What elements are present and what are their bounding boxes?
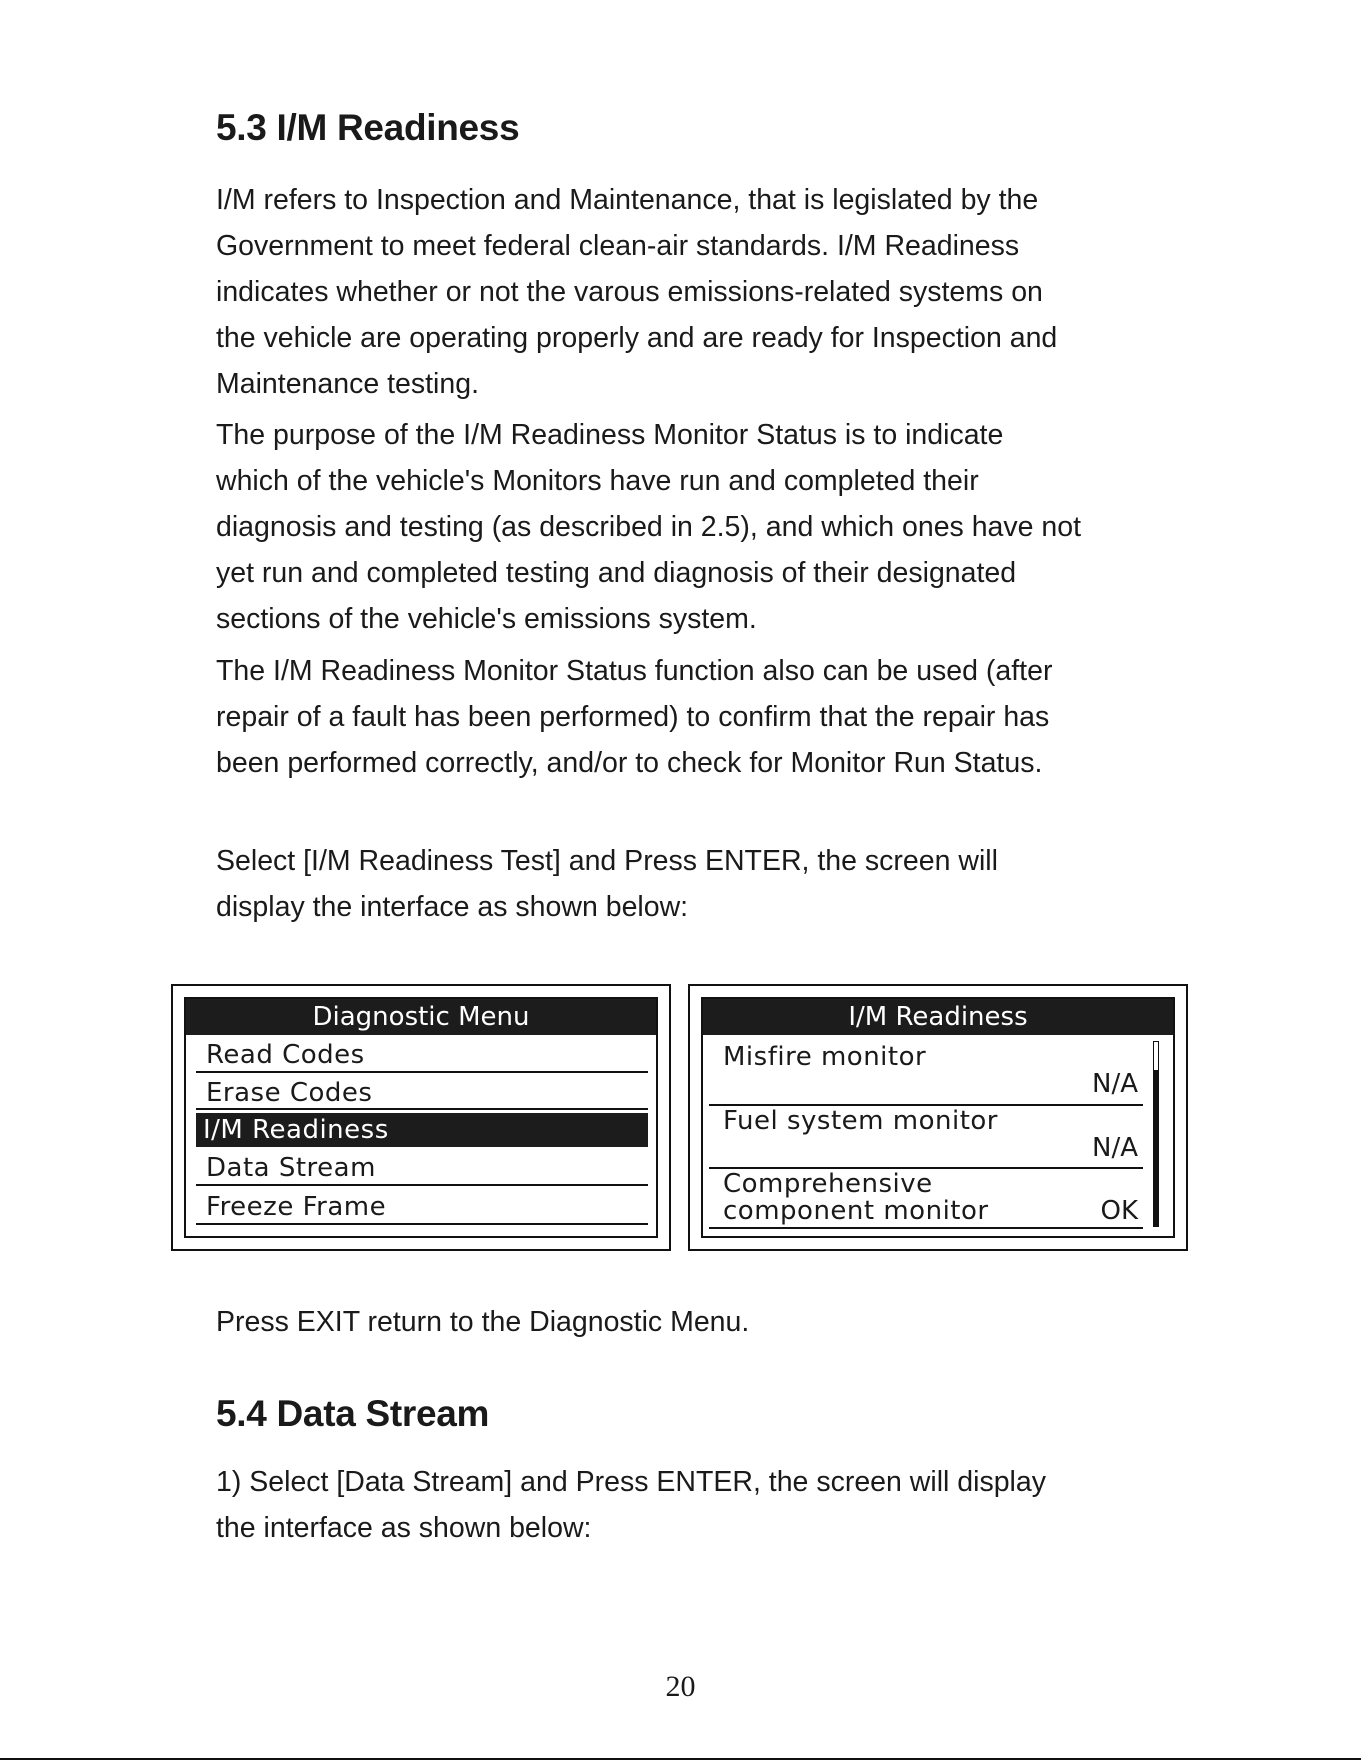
section-heading-im-readiness: 5.3 I/M Readiness	[216, 107, 520, 148]
footer-rule	[0, 1758, 1361, 1760]
intro-paragraph	[216, 177, 1176, 407]
text-line: sections of the vehicle's emissions system.	[216, 603, 757, 635]
monitor-name-continued: component monitor	[723, 1196, 989, 1226]
monitor-name: Misfire monitor	[723, 1042, 927, 1072]
text-line: Maintenance testing.	[216, 368, 479, 400]
text-line: display the interface as shown below:	[216, 891, 689, 923]
section-heading-data-stream: 5.4 Data Stream	[216, 1393, 490, 1434]
scrollbar[interactable]	[1153, 1041, 1159, 1227]
text-line: the vehicle are operating properly and are ready for Inspection and	[216, 322, 1058, 354]
screen-display	[184, 997, 658, 1238]
text-line: diagnosis and testing (as described in 2.5), and which ones have not	[216, 511, 1082, 543]
text-line: Select [I/M Readiness Test] and Press ENTER, the screen will	[216, 845, 998, 877]
screen-title: Diagnostic Menu	[186, 999, 656, 1035]
text-line: yet run and completed testing and diagnosis of their designated	[216, 557, 1017, 589]
monitor-name: Fuel system monitor	[723, 1106, 998, 1136]
row-divider	[709, 1227, 1143, 1229]
text-line: the interface as shown below:	[216, 1512, 592, 1544]
monitor-name: Comprehensive	[723, 1169, 933, 1199]
page-number: 20	[665, 1670, 696, 1703]
text-line: repair of a fault has been performed) to confirm that the repair has	[216, 701, 1050, 733]
im-readiness-screen	[688, 984, 1188, 1251]
data-stream-instruction	[216, 1459, 1176, 1551]
menu-item-data-stream[interactable]: Data Stream	[196, 1150, 648, 1186]
text-line: been performed correctly, and/or to check for Monitor Run Status.	[216, 747, 1043, 779]
monitor-status: N/A	[1092, 1069, 1138, 1099]
text-line: 1) Select [Data Stream] and Press ENTER, the screen will display	[216, 1466, 1046, 1498]
text-line: The I/M Readiness Monitor Status function also can be used (after	[216, 655, 1053, 687]
exit-note: Press EXIT return to the Diagnostic Menu.	[216, 1306, 750, 1338]
text-line: which of the vehicle's Monitors have run and completed their	[216, 465, 979, 497]
monitor-status: N/A	[1092, 1133, 1138, 1163]
menu-item-freeze-frame[interactable]: Freeze Frame	[196, 1189, 648, 1225]
scrollbar-thumb[interactable]	[1154, 1070, 1158, 1226]
monitor-status: OK	[1100, 1196, 1138, 1226]
text-line: I/M refers to Inspection and Maintenance, that is legislated by the	[216, 184, 1039, 216]
menu-item-erase-codes[interactable]: Erase Codes	[196, 1075, 648, 1110]
text-line: indicates whether or not the varous emissions-related systems on	[216, 276, 1043, 308]
function-paragraph	[216, 648, 1176, 786]
diagnostic-menu-screen	[171, 984, 671, 1251]
screen-title: I/M Readiness	[703, 999, 1173, 1035]
text-line: The purpose of the I/M Readiness Monitor Status is to indicate	[216, 419, 1004, 451]
select-instruction	[216, 838, 1176, 930]
text-line: Government to meet federal clean-air standards. I/M Readiness	[216, 230, 1020, 262]
purpose-paragraph	[216, 412, 1176, 642]
menu-item-read-codes[interactable]: Read Codes	[196, 1037, 648, 1073]
screen-display	[701, 997, 1175, 1238]
menu-item-im-readiness[interactable]: I/M Readiness	[196, 1113, 648, 1147]
